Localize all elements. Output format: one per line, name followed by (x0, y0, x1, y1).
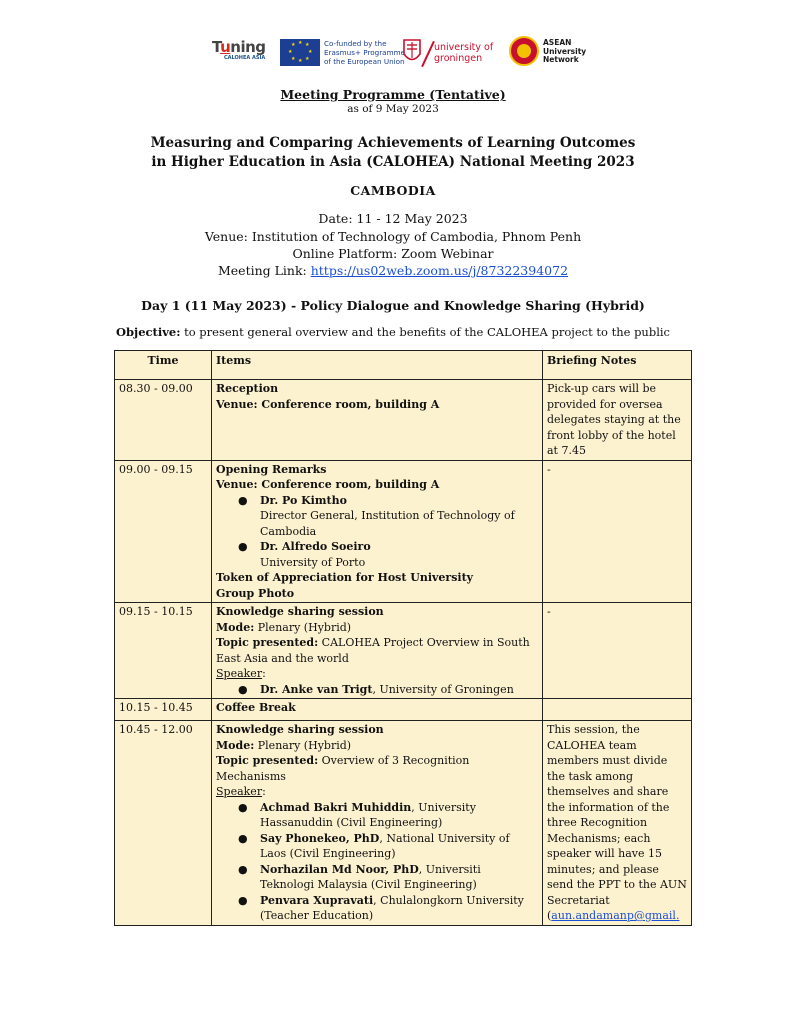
speaker-label: Speaker: (216, 667, 266, 680)
item-title: Reception (216, 382, 279, 395)
row-notes: - (543, 603, 692, 699)
country-heading: CAMBODIA (350, 183, 436, 198)
table-row (115, 699, 692, 721)
item-mode: Mode: Plenary (Hybrid) (216, 620, 352, 634)
row-time: 08.30 - 09.00 (115, 380, 212, 461)
meeting-venue: Venue: Institution of Technology of Cambodia, Phnom Penh (204, 229, 582, 244)
speaker-label: Speaker: (216, 785, 266, 798)
objective: Objective: to present general overview and the benefits of the CALOHEA project to the public (115, 325, 670, 339)
speaker-list (216, 682, 538, 698)
row-notes: This session, the CALOHEA team members must divide the task among themselves and share the information of the three Recognition Mechanisms; each speaker will have 15 minutes; and please send the PPT to the AUN Secretariat (aun.andamanp@gmail. (543, 721, 692, 926)
aun-logo-icon (509, 36, 539, 66)
item-title: Knowledge sharing session (216, 605, 384, 618)
row-time: 09.00 - 09.15 (115, 460, 212, 603)
meeting-title-line1: Measuring and Comparing Achievements of Learning Outcomes (150, 135, 636, 151)
as-of-date: as of 9 May 2023 (347, 103, 439, 115)
header-notes: Briefing Notes (543, 351, 692, 380)
speaker-item: ● Norhazilan Md Noor, PhD, Universiti Teknologi Malaysia (Civil Engineering) (216, 862, 538, 893)
zoom-link[interactable]: https://us02web.zoom.us/j/87322394072 (310, 263, 569, 278)
groningen-slash (421, 41, 435, 67)
meeting-date: Date: 11 - 12 May 2023 (318, 211, 468, 226)
row-notes: Pick-up cars will be provided for oversea delegates staying at the front lobby of the hotel at 7.45 (543, 380, 692, 461)
row-notes: - (543, 460, 692, 603)
groningen-crest-icon (402, 38, 422, 66)
speaker-list (216, 493, 538, 571)
item-venue: Venue: Conference room, building A (216, 397, 440, 411)
speaker-list (216, 800, 538, 924)
item-title: Coffee Break (216, 701, 296, 714)
speaker-item: ● Achmad Bakri Muhiddin, University Hassanuddin (Civil Engineering) (216, 800, 538, 831)
tuning-logo: Tuning CALOHEA ASIA (212, 38, 266, 61)
row-time: 09.15 - 10.15 (115, 603, 212, 699)
aun-logo-text: ASEAN University Network (543, 38, 587, 64)
speaker-item: ● Dr. Po Kimtho Director General, Institution of Technology of Cambodia (216, 493, 538, 540)
item-extra: Token of Appreciation for Host University (216, 571, 474, 584)
header-time: Time (115, 351, 212, 380)
programme-title: Meeting Programme (Tentative) (280, 87, 506, 102)
item-title: Opening Remarks (216, 462, 327, 476)
table-row (115, 603, 692, 699)
speaker-item: ● Penvara Xupravati, Chulalongkorn University (Teacher Education) (216, 893, 538, 924)
row-items (212, 380, 543, 461)
logo-strip (212, 30, 587, 76)
item-topic: Topic presented: CALOHEA Project Overview in South East Asia and the world (216, 636, 530, 665)
speaker-item: ● Dr. Alfredo Soeiro University of Porto (216, 539, 538, 570)
eu-flag-icon: ★ ★ ★ ★ ★ ★ ★ ★ (280, 39, 320, 66)
row-items (212, 721, 543, 926)
table-header-row (115, 351, 692, 380)
row-time: 10.45 - 12.00 (115, 721, 212, 926)
groningen-logo-text: university of groningen (434, 42, 494, 64)
item-extra: Group Photo (216, 586, 295, 600)
row-notes (543, 699, 692, 721)
speaker-item: ● Dr. Anke van Trigt, University of Groningen (216, 682, 538, 698)
table-row (115, 721, 692, 926)
item-venue: Venue: Conference room, building A (216, 478, 440, 491)
meeting-title-line2: in Higher Education in Asia (CALOHEA) National Meeting 2023 (151, 154, 635, 170)
row-items (212, 603, 543, 699)
header-items: Items (212, 351, 543, 380)
meeting-platform: Online Platform: Zoom Webinar (292, 246, 494, 261)
row-items (212, 699, 543, 721)
table-row (115, 460, 692, 603)
row-items (212, 460, 543, 603)
table-row (115, 380, 692, 461)
item-mode: Mode: Plenary (Hybrid) (216, 738, 352, 752)
item-title: Knowledge sharing session (216, 723, 384, 736)
secretariat-email-link[interactable]: aun.andamanp@gmail. (551, 909, 680, 922)
day-heading: Day 1 (11 May 2023) - Policy Dialogue and Knowledge Sharing (Hybrid) (141, 298, 645, 313)
speaker-item: ● Say Phonekeo, PhD, National University of Laos (Civil Engineering) (216, 831, 538, 862)
programme-table (114, 350, 692, 926)
meeting-link-line: Meeting Link: https://us02web.zoom.us/j/87322394072 (217, 263, 569, 278)
item-topic: Topic presented: Overview of 3 Recognition Mechanisms (216, 754, 470, 783)
eu-cofunded-text: Co-funded by the Erasmus+ Programme of the European Union (324, 39, 406, 66)
row-time: 10.15 - 10.45 (115, 699, 212, 721)
